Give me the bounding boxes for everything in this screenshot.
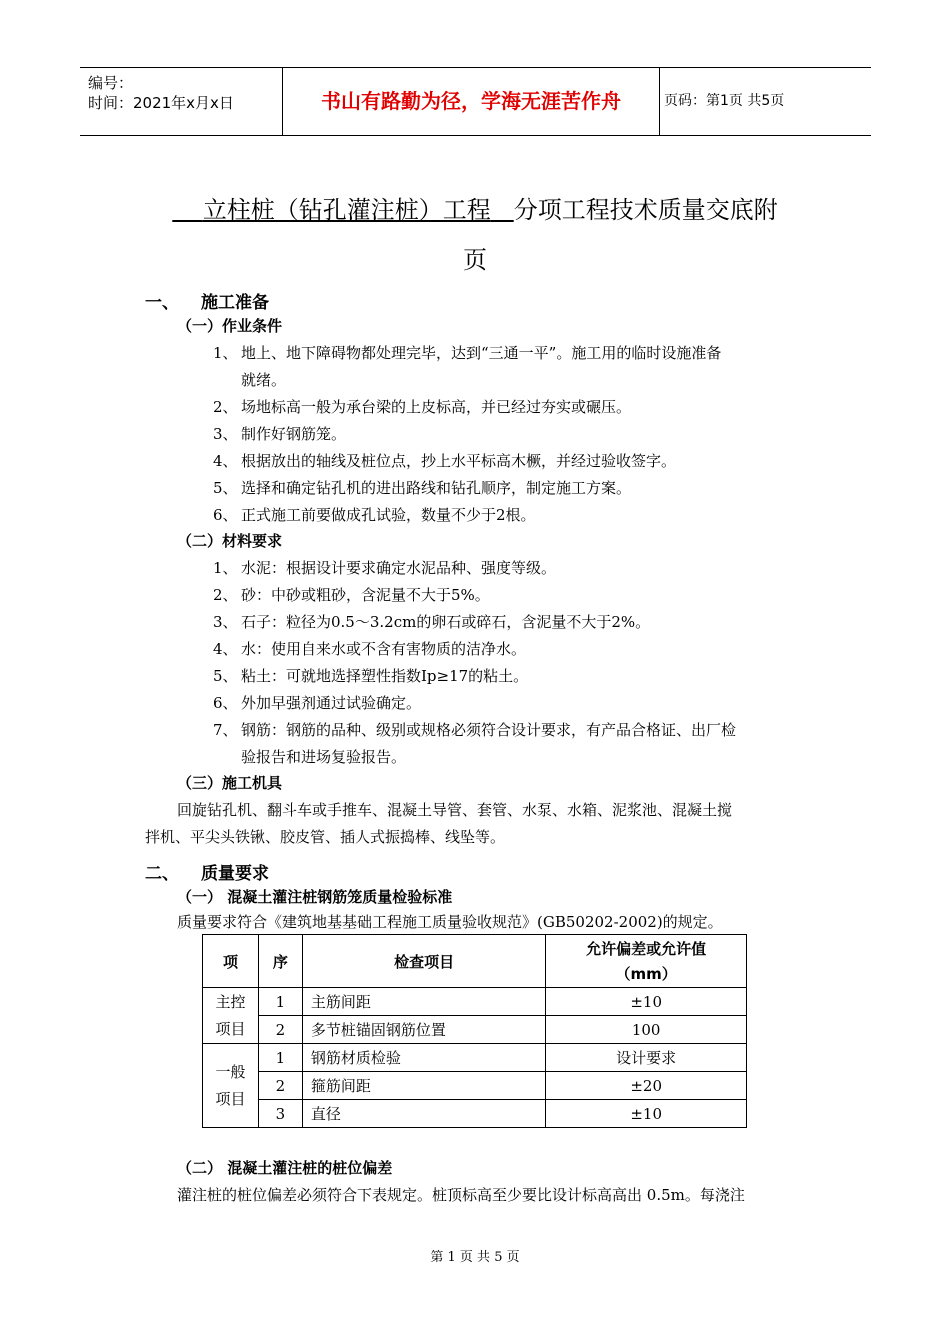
list-item: 就绪。 <box>241 371 287 389</box>
paragraph-line: 拌机、平尖头铁锹、胶皮管、插人式振捣棒、线坠等。 <box>145 828 506 846</box>
table-row: 2 箍筋间距 ±20 <box>203 1072 747 1100</box>
section1-sub2: （二）材料要求 <box>177 532 283 550</box>
time-label: 时间：2021年x月x日 <box>88 94 234 112</box>
page-footer: 第 1 页 共 5 页 <box>430 1250 520 1265</box>
paragraph-line: 灌注桩的桩位偏差必须符合下表规定。桩顶标高至少要比设计标高高出 0.5m。每浇注 <box>177 1186 745 1204</box>
col-header-category: 项 <box>203 935 259 988</box>
section1-heading: 一、 施工准备 <box>145 293 269 313</box>
rebar-cage-quality-table <box>202 934 747 1128</box>
col-header-seq: 序 <box>258 935 302 988</box>
col-header-tolerance: 允许偏差或允许值 （mm） <box>546 935 747 988</box>
document-title-line2: 页 <box>463 246 487 274</box>
paragraph-line: 回旋钻孔机、翻斗车或手推车、混凝土导管、套管、水泵、水箱、泥浆池、混凝土搅 <box>177 801 733 819</box>
list-item: 3、 石子：粒径为0.5～3.2cm的卵石或碎石，含泥量不大于2%。 <box>213 613 651 631</box>
page-header <box>80 67 871 136</box>
section1-sub3: （三）施工机具 <box>177 774 283 792</box>
group-general: 一般项目 <box>203 1044 259 1128</box>
list-item: 1、 地上、地下障碍物都处理完毕，达到“三通一平”。施工用的临时设施准备 <box>213 344 722 362</box>
header-meta <box>80 68 283 135</box>
motto: 书山有路勤为径，学海无涯苦作舟 <box>283 68 660 135</box>
section2-sub1: （一） 混凝土灌注桩钢筋笼质量检验标准 <box>177 888 453 906</box>
list-item: 5、 粘土：可就地选择塑性指数Ip≥17的粘土。 <box>213 667 529 685</box>
table-header-row <box>203 935 747 988</box>
page-indicator: 页码：第1页 共5页 <box>664 93 785 109</box>
group-main: 主控项目 <box>203 988 259 1044</box>
table-row: 3 直径 ±10 <box>203 1100 747 1128</box>
col-header-item: 检查项目 <box>302 935 545 988</box>
section2-heading: 二、 质量要求 <box>145 864 269 884</box>
list-item: 7、 钢筋：钢筋的品种、级别或规格必须符合设计要求，有产品合格证、出厂检 <box>213 721 737 739</box>
list-item: 6、 外加早强剂通过试验确定。 <box>213 694 422 712</box>
table-row: 主控项目 1 主筋间距 ±10 <box>203 988 747 1016</box>
list-item: 1、 水泥：根据设计要求确定水泥品种、强度等级。 <box>213 559 557 577</box>
list-item: 2、 砂：中砂或粗砂，含泥量不大于5%。 <box>213 586 490 604</box>
table-row: 一般项目 1 钢筋材质检验 设计要求 <box>203 1044 747 1072</box>
list-item: 验报告和进场复验报告。 <box>241 748 407 766</box>
table-row: 2 多节桩锚固钢筋位置 100 <box>203 1016 747 1044</box>
list-item: 4、 根据放出的轴线及桩位点，抄上水平标高木橛，并经过验收签字。 <box>213 452 677 470</box>
list-item: 2、 场地标高一般为承台梁的上皮标高，并已经过夯实或碾压。 <box>213 398 632 416</box>
section2-sub2: （二） 混凝土灌注桩的桩位偏差 <box>177 1159 393 1177</box>
document-title <box>0 190 950 225</box>
list-item: 6、 正式施工前要做成孔试验，数量不少于2根。 <box>213 506 536 524</box>
list-item: 4、 水：使用自来水或不含有害物质的洁净水。 <box>213 640 527 658</box>
list-item: 3、 制作好钢筋笼。 <box>213 425 347 443</box>
section1-sub1: （一）作业条件 <box>177 317 283 335</box>
number-label: 编号： <box>88 74 134 92</box>
title-rest: 分项工程技术质量交底附 <box>513 196 778 224</box>
paragraph-line: 质量要求符合《建筑地基基础工程施工质量验收规范》(GB50202-2002)的规定。 <box>177 913 723 931</box>
list-item: 5、 选择和确定钻孔机的进出路线和钻孔顺序，制定施工方案。 <box>213 479 632 497</box>
title-underlined: 立柱桩（钻孔灌注桩）工程 <box>202 196 491 224</box>
